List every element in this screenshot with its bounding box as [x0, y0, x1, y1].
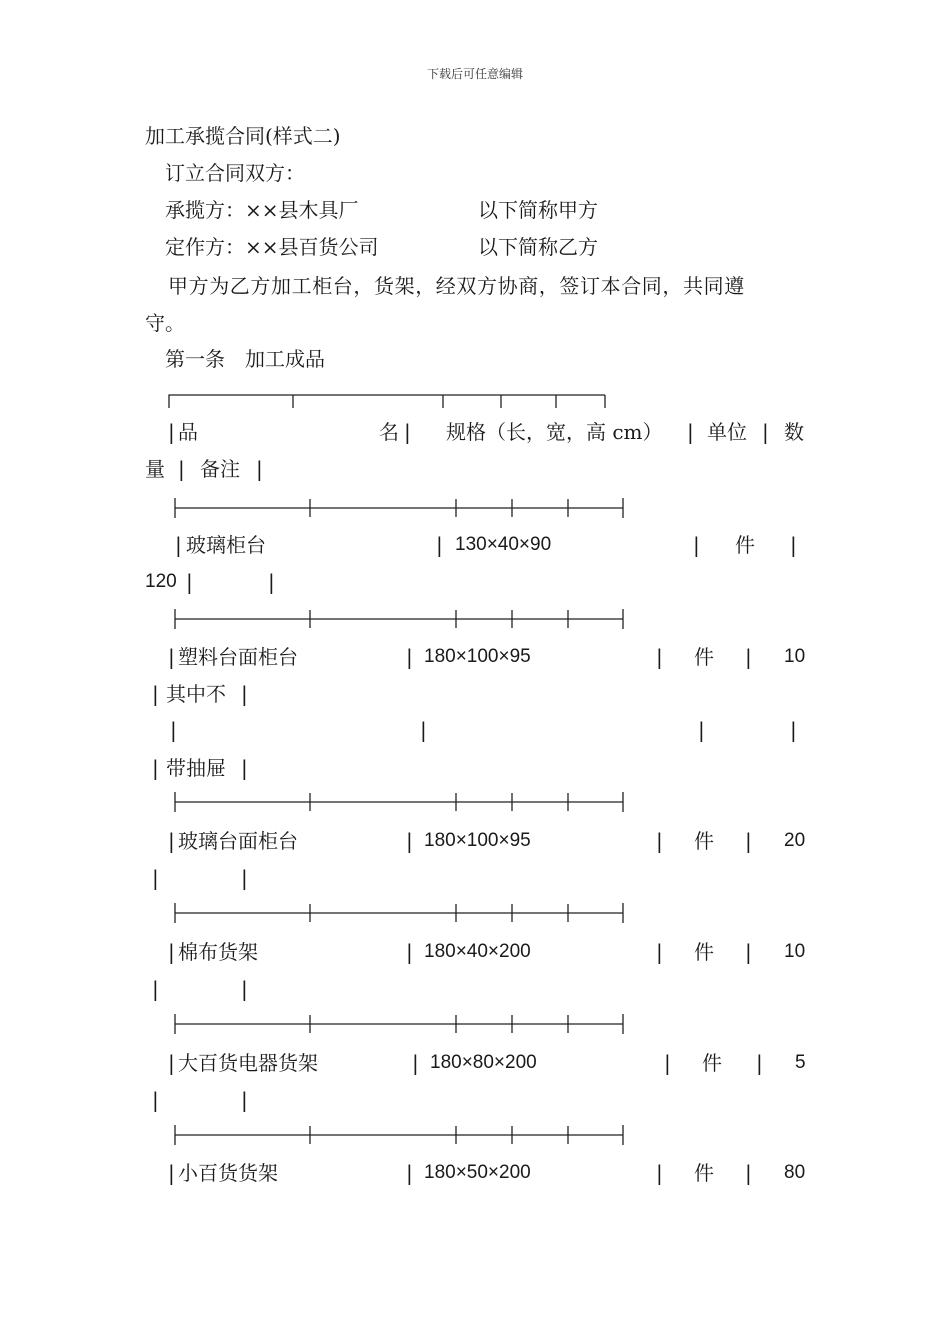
header-name-1: 品: [178, 420, 198, 444]
header-name-2: 名: [379, 420, 399, 444]
row-qty: 80: [784, 1162, 806, 1183]
table-row-separator: [174, 607, 626, 631]
row-remark: 其中不: [166, 682, 226, 706]
row-unit: 件: [702, 1051, 722, 1075]
table-cell-divider: |: [152, 682, 159, 706]
table-cell-divider: |: [664, 1051, 671, 1075]
contractor-alias: 以下简称甲方: [478, 198, 598, 222]
row-qty: 5: [795, 1052, 806, 1073]
table-row-separator: [174, 790, 626, 814]
table-cell-divider: |: [406, 940, 413, 964]
row-spec: 180×100×95: [424, 646, 531, 667]
row-qty: 10: [784, 646, 806, 667]
table-cell-divider: |: [186, 570, 193, 594]
table-cell-divider: |: [436, 533, 443, 557]
contract-title: 加工承揽合同(样式二): [145, 124, 341, 148]
row-name: 棉布货架: [178, 940, 258, 964]
row-qty: 20: [784, 830, 806, 851]
table-cell-divider: |: [762, 420, 769, 444]
table-cell-divider: |: [241, 1088, 248, 1112]
row-spec: 130×40×90: [455, 534, 552, 555]
header-remark: 备注: [200, 457, 240, 481]
row-spec: 180×80×200: [430, 1052, 537, 1073]
table-cell-divider: |: [168, 1051, 175, 1075]
row-unit: 件: [694, 940, 714, 964]
header-qty-2: 量: [145, 457, 165, 481]
table-cell-divider: |: [168, 829, 175, 853]
row-unit: 件: [735, 533, 755, 557]
table-cell-divider: |: [745, 940, 752, 964]
table-row-separator: [174, 1123, 626, 1147]
table-cell-divider: |: [178, 457, 185, 481]
page-header-note: 下载后可任意编辑: [426, 67, 523, 81]
table-cell-divider: |: [404, 420, 411, 444]
table-cell-divider: |: [152, 1088, 159, 1112]
row-unit: 件: [694, 645, 714, 669]
table-cell-divider: |: [241, 682, 248, 706]
table-top-border: [168, 386, 608, 410]
row-spec: 180×50×200: [424, 1162, 531, 1183]
table-cell-divider: |: [152, 866, 159, 890]
table-cell-divider: |: [406, 829, 413, 853]
row-name: 玻璃台面柜台: [178, 829, 298, 853]
table-cell-divider: |: [420, 718, 427, 742]
table-row-separator: [174, 1012, 626, 1036]
table-cell-divider: |: [745, 1161, 752, 1185]
table-cell-divider: |: [152, 756, 159, 780]
row-qty: 10: [784, 941, 806, 962]
table-cell-divider: |: [790, 718, 797, 742]
table-cell-divider: |: [168, 1161, 175, 1185]
header-qty-1: 数: [784, 420, 804, 444]
row-spec: 180×100×95: [424, 830, 531, 851]
header-unit: 单位: [707, 420, 747, 444]
table-cell-divider: |: [268, 570, 275, 594]
table-cell-divider: |: [406, 645, 413, 669]
orderer-label: 定作方：××县百货公司: [165, 235, 379, 259]
table-cell-divider: |: [168, 420, 175, 444]
table-cell-divider: |: [241, 977, 248, 1001]
article-1-heading: 第一条 加工成品: [165, 347, 325, 371]
parties-heading: 订立合同双方：: [165, 161, 305, 185]
table-cell-divider: |: [168, 940, 175, 964]
table-cell-divider: |: [698, 718, 705, 742]
table-row-separator: [174, 496, 626, 520]
row-name: 大百货电器货架: [178, 1051, 318, 1075]
table-cell-divider: |: [790, 533, 797, 557]
row-name: 玻璃柜台: [186, 533, 266, 557]
row-name: 塑料台面柜台: [178, 645, 298, 669]
table-cell-divider: |: [170, 718, 177, 742]
table-cell-divider: |: [168, 645, 175, 669]
table-cell-divider: |: [745, 829, 752, 853]
row-unit: 件: [694, 1161, 714, 1185]
table-cell-divider: |: [745, 645, 752, 669]
row-spec: 180×40×200: [424, 941, 531, 962]
table-cell-divider: |: [687, 420, 694, 444]
table-cell-divider: |: [756, 1051, 763, 1075]
intro-line-2: 守。: [145, 311, 185, 335]
table-cell-divider: |: [656, 940, 663, 964]
contractor-label: 承揽方：××县木具厂: [165, 198, 359, 222]
orderer-alias: 以下简称乙方: [478, 235, 598, 259]
table-cell-divider: |: [406, 1161, 413, 1185]
row-remark-continued: 带抽屉: [166, 756, 226, 780]
table-cell-divider: |: [241, 756, 248, 780]
table-cell-divider: |: [656, 1161, 663, 1185]
table-cell-divider: |: [412, 1051, 419, 1075]
table-cell-divider: |: [241, 866, 248, 890]
header-spec: 规格（长，宽，高 cm）: [446, 420, 663, 444]
table-cell-divider: |: [656, 645, 663, 669]
table-cell-divider: |: [175, 533, 182, 557]
table-row-separator: [174, 901, 626, 925]
row-unit: 件: [694, 829, 714, 853]
row-name: 小百货货架: [178, 1161, 278, 1185]
row-qty: 120: [145, 571, 177, 592]
table-cell-divider: |: [256, 457, 263, 481]
table-cell-divider: |: [152, 977, 159, 1001]
table-cell-divider: |: [656, 829, 663, 853]
intro-line-1: 甲方为乙方加工柜台，货架，经双方协商，签订本合同，共同遵: [168, 274, 745, 298]
table-cell-divider: |: [693, 533, 700, 557]
